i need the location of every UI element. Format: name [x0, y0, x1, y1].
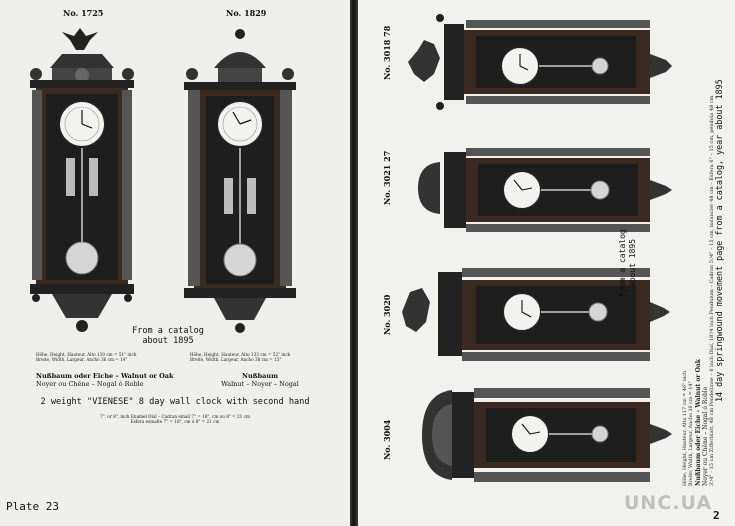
- dimensions-right: [190, 352, 300, 362]
- page-number: 2: [713, 509, 720, 522]
- dimensions-left: [36, 352, 146, 362]
- wood-options-right: [200, 372, 320, 388]
- book-gutter: [350, 0, 358, 526]
- plate-number: Plate 23: [6, 500, 59, 513]
- wood-left-line-2: Noyer ou Chêne – Nogal ó Roble: [36, 380, 144, 388]
- movement-caption: 14 day springwound movement page from a catalog, year about 1895: [714, 79, 724, 402]
- vienna-regulator-clock-1725: [22, 28, 142, 348]
- wood-right-line-1: Nußbaum: [242, 372, 278, 380]
- clock-number-3018: No. 3018 78: [382, 25, 392, 80]
- spec-line-1: Höhe, Height, Hauteur, Alto 117 cm = 46" inch: [683, 370, 688, 486]
- dims-left-line-1: Höhe, Height, Hauteur, Alto 130 cm = 51" inch: [36, 352, 137, 357]
- dims-right-line-1: Höhe, Height, Hauteur, Alto 133 cm = 52" inch: [190, 352, 291, 357]
- springwound-clock-3018: [404, 10, 674, 110]
- dial-spec-line-2: Esfera esmalte 7" = 18", cm ó 8" = 21 cm: [130, 419, 220, 424]
- dims-left-line-2: Breite, Width, Largeur, Ancho 36 cm = 14": [36, 357, 128, 362]
- clock-number-3020: No. 3020: [382, 294, 392, 335]
- spec-line-2: Breite, Width, Largeur, Ancho 36 cm = 14": [689, 381, 694, 486]
- catalog-stamp-left: [122, 326, 214, 346]
- spec-lines: [683, 8, 715, 486]
- clock-number-1725: No. 1725: [63, 8, 104, 18]
- stamp-line-1: From a catalog: [132, 326, 204, 336]
- stamp-line-2: about 1895: [142, 336, 194, 346]
- spec-line-5: 3'/4" - 15 cm Zifferblatt, 48 cm Pendellinse – 6 inch Dial, 18'/4 inch Pendulum – Cadran 5'/4" – 15 cm, balancier 48 cm – Esfera 6" – 15 cm, péndola 48 cm: [709, 95, 715, 486]
- unc-watermark: UNC.UA: [624, 492, 713, 514]
- stamp-right-line-1: From a catalog: [618, 229, 627, 297]
- springwound-clock-3021: [404, 138, 674, 238]
- catalog-stamp-right: [618, 226, 638, 300]
- spec-line-3: Nußbaum oder Eiche – Walnut or Oak: [695, 359, 702, 486]
- dial-specs: [40, 414, 310, 424]
- stamp-right-line-2: about 1895: [628, 238, 637, 288]
- wood-left-line-1: Nußbaum oder Eiche – Walnut or Oak: [36, 372, 174, 380]
- clock-number-3021: No. 3021 27: [382, 150, 392, 205]
- wood-right-line-2: Walnut – Noyer – Nogal: [221, 380, 299, 388]
- wood-options-left: [36, 372, 186, 388]
- dims-right-line-2: Breite, Width, Largeur, Ancho 38 cm = 15": [190, 357, 282, 362]
- vienna-regulator-clock-1829: [180, 28, 300, 348]
- clock-number-1829: No. 1829: [226, 8, 267, 18]
- right-catalog-page: [358, 0, 735, 526]
- springwound-clock-3004: [412, 380, 682, 490]
- dial-spec-line-1: 7", or 8", inch Enamel Dial – Cadran émail 7" = 18", cm ou 8" = 21 cm: [100, 414, 250, 419]
- left-catalog-page: [0, 0, 350, 526]
- clock-number-3004: No. 3004: [382, 419, 392, 460]
- plate-caption: 2 weight "VIENESE" 8 day wall clock with second hand: [40, 397, 310, 407]
- spec-line-4: Noyer ou Chêne – Nogal ó Roble: [702, 386, 709, 486]
